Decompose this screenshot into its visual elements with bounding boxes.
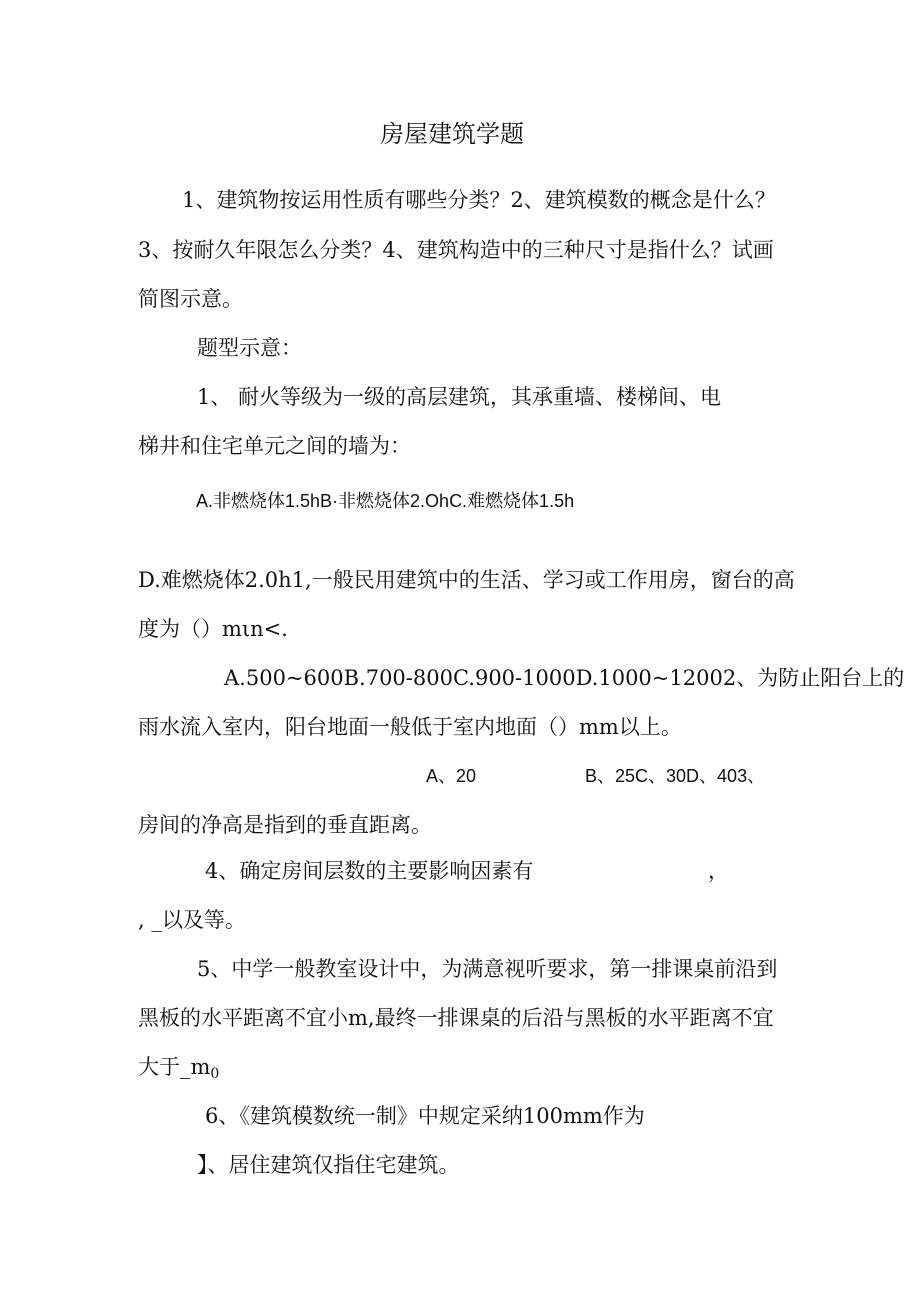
question-6-line-2: 】、居住建筑仅指住宅建筑。: [197, 1153, 460, 1177]
question-1b-line-2: 度为（）mιn<.: [138, 617, 288, 641]
question-2-line-2: 雨水流入室内，阳台地面一般低于室内地面（）mm以上。: [138, 715, 682, 739]
question-4-line-1: 4、确定房间层数的主要影响因素有: [205, 859, 534, 883]
intro-line-3: 简图示意。: [138, 287, 243, 311]
question-5-line-3: [138, 1053, 219, 1088]
question-1-options: A.非燃烧体1.5hB·非燃烧体2.OhC.难燃烧体1.5h: [196, 491, 575, 511]
section-label: 题型示意：: [197, 336, 302, 360]
intro-line-1: 1、建筑物按运用性质有哪些分类？2、建筑模数的概念是什么？: [182, 188, 776, 212]
question-2-line-1: A.500~600B.700-800C.900-1000D.1000~12002、为防止阳台上的: [224, 666, 905, 690]
document-title: 房屋建筑学题: [380, 120, 524, 148]
question-1b-line-1: D.难燃烧体2.0h1,一般民用建筑中的生活、学习或工作用房，窗台的高: [138, 568, 795, 592]
question-3-options-rest: B、25C、30D、403、: [585, 766, 766, 786]
question-3-line-2: 房间的净高是指到的垂直距离。: [138, 813, 432, 837]
question-5-line-1: 5、中学一般教室设计中，为满意视听要求，第一排课桌前沿到: [197, 957, 778, 981]
question-4-line-2: , _以及等。: [138, 908, 246, 932]
intro-line-2: 3、按耐久年限怎么分类？4、建筑构造中的三种尺寸是指什么？试画: [138, 238, 774, 262]
question-5-line-3-main: 大于_m: [138, 1055, 211, 1079]
question-5-line-2: 黑板的水平距离不宜小m,最终一排课桌的后沿与黑板的水平距离不宜: [138, 1006, 774, 1030]
question-6-line-1: 6、《建筑模数统一制》中规定采纳100mm作为: [205, 1104, 645, 1128]
question-5-line-3-subscript: 0: [210, 1066, 220, 1082]
question-3-option-a: A、20: [426, 766, 477, 786]
question-1-line-2: 梯井和住宅单元之间的墙为：: [138, 434, 411, 458]
question-4-comma: ，: [708, 859, 729, 883]
question-1-line-1: 1、 耐火等级为一级的高层建筑，其承重墙、楼梯间、电: [197, 385, 722, 409]
